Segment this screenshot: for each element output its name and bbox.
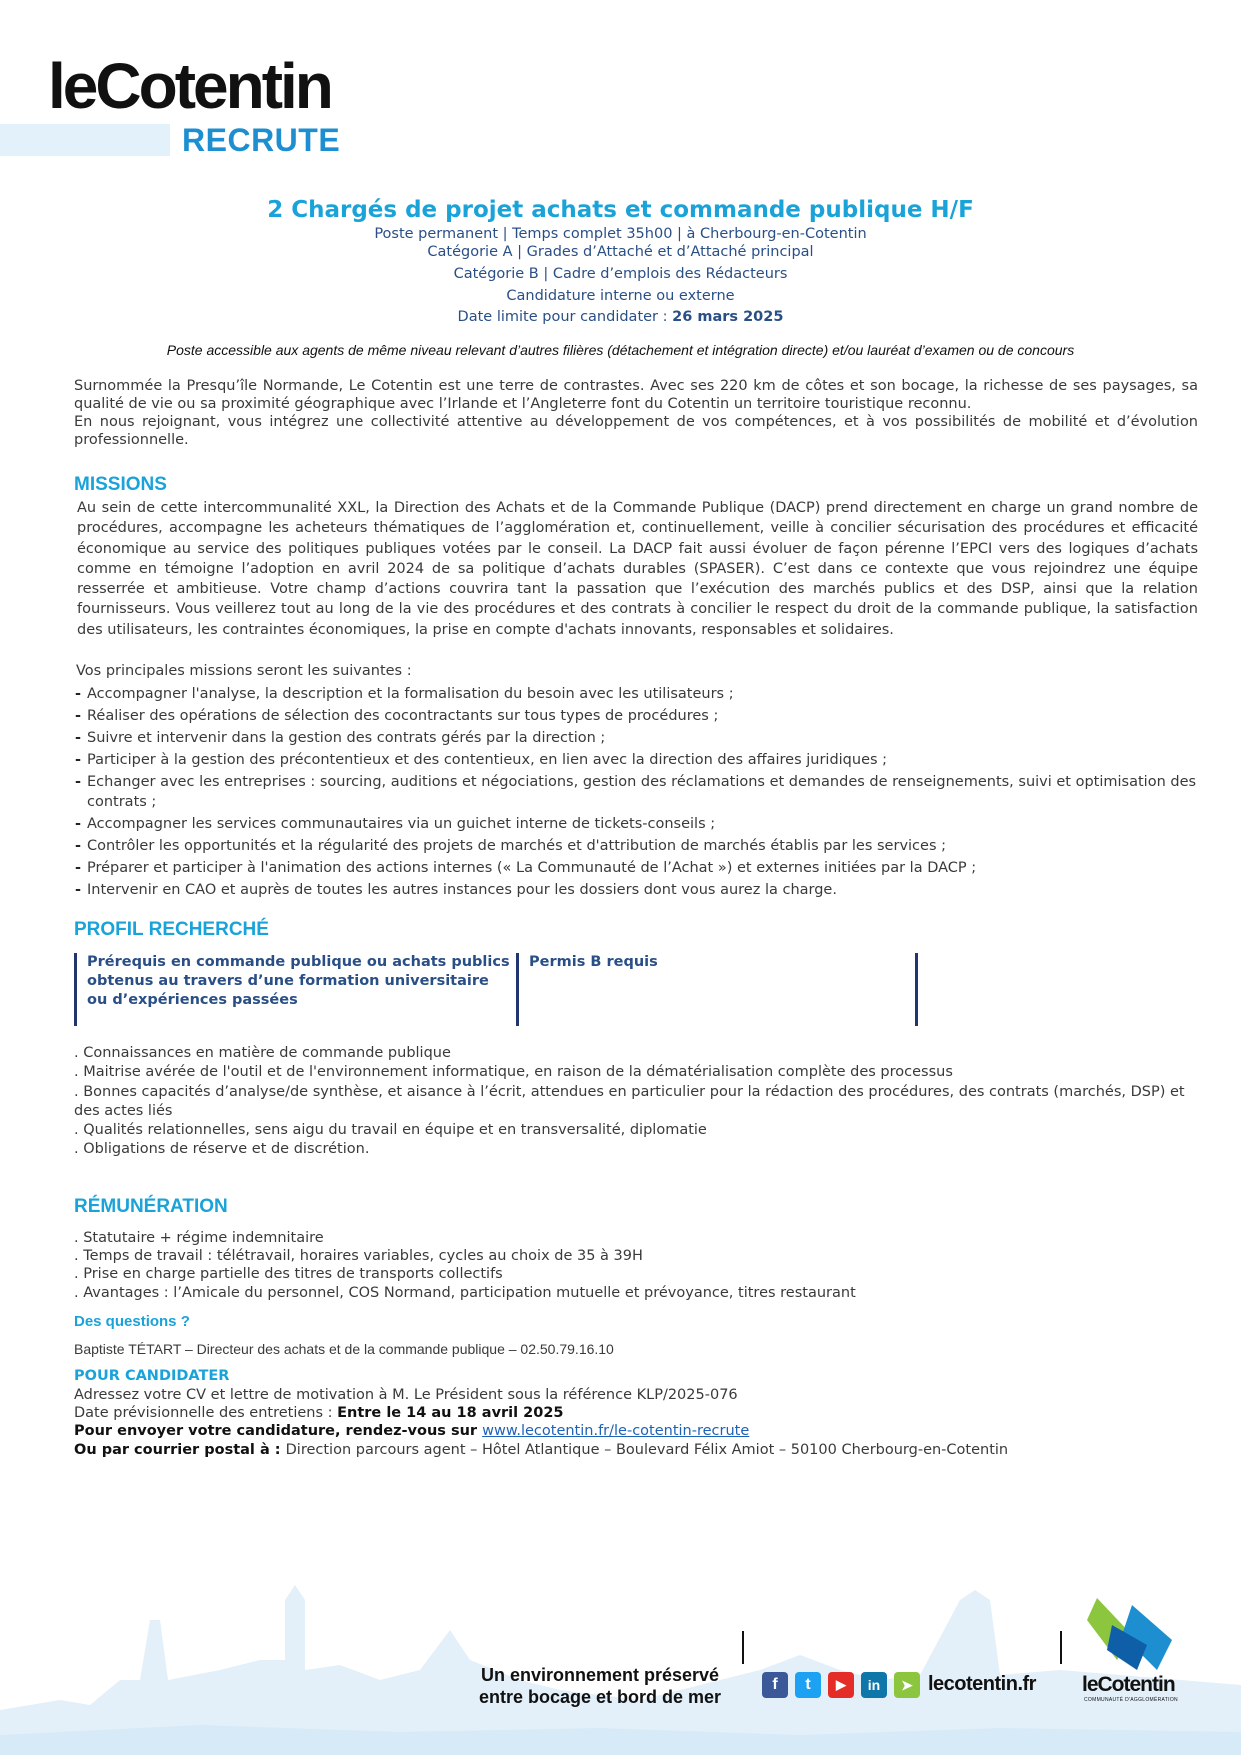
mission-item: - Accompagner les services communautaires via un guichet interne de tickets-conseils ; (74, 814, 1198, 834)
footer-separator (1060, 1631, 1062, 1664)
footer-tagline-2: entre bocage et bord de mer (478, 1687, 722, 1707)
contact-line: Baptiste TÉTART – Directeur des achats et de la commande publique – 02.50.79.16.10 (74, 1341, 614, 1357)
mission-item: - Intervenir en CAO et auprès de toutes les autres instances pour les dossiers dont vous aurez la charge. (74, 880, 1198, 900)
remuneration-item: . Temps de travail : télétravail, horaires variables, cycles au choix de 35 à 39H (74, 1248, 643, 1265)
missions-list (74, 684, 1198, 902)
remuneration-item: . Avantages : l’Amicale du personnel, COS Normand, participation mutuelle et prévoyance, titres restaurant (74, 1284, 856, 1301)
profil-list (74, 1044, 1198, 1160)
profil-item: . Connaissances en matière de commande publique (74, 1045, 451, 1061)
footer-skyline-illustration (0, 1560, 1241, 1755)
mission-item: - Réaliser des opérations de sélection des cocontractants sur tous types de procédures ; (74, 706, 1198, 726)
postal-label: Ou par courrier postal à : (74, 1441, 286, 1458)
deadline-label: Date limite pour candidater : (457, 309, 673, 325)
interview-label: Date prévisionnelle des entretiens : (74, 1405, 338, 1422)
apply-line-4 (74, 1441, 1198, 1459)
profil-item: . Qualités relationnelles, sens aigu du travail en équipe et en transversalité, diplomatie (74, 1122, 707, 1139)
youtube-icon[interactable]: ▶ (828, 1672, 854, 1698)
app-icon[interactable]: ➤ (894, 1672, 920, 1698)
profil-box-border (915, 953, 918, 1026)
deadline (0, 309, 1241, 325)
profil-item: . Bonnes capacités d’analyse/de synthèse, et aisance à l’écrit, attendues en particulier pour la rédaction des procédures, des contrats (marchés, DSP) et des actes liés (74, 1083, 1185, 1119)
profil-box-permis: Permis B requis (516, 953, 916, 1026)
missions-heading: MISSIONS (74, 474, 167, 495)
apply-link-label: Pour envoyer votre candidature, rendez-vous sur (74, 1423, 483, 1440)
apply-line-2 (74, 1404, 1198, 1422)
intro-paragraph-2: En nous rejoignant, vous intégrez une collectivité attentive au développement de vos compétences, et à vos possibilités de mobilité et d’évolution professionnelle. (74, 414, 1198, 448)
job-line-3: Catégorie B | Cadre d’emplois des Rédacteurs (453, 266, 788, 282)
mission-item: - Participer à la gestion des précontentieux et des contentieux, en lien avec la direction des affaires juridiques ; (74, 750, 1198, 770)
postal-address: Direction parcours agent – Hôtel Atlantique – Boulevard Félix Amiot – 50100 Cherbourg-en-Cotentin (285, 1441, 1009, 1458)
questions-heading: Des questions ? (74, 1313, 190, 1330)
deadline-date: 26 mars 2025 (672, 309, 784, 325)
profil-item: . Maitrise avérée de l'outil et de l'environnement informatique, en raison de la dématérialisation complète des processus (74, 1064, 953, 1081)
job-line-1: Poste permanent | Temps complet 35h00 | à Cherbourg-en-Cotentin (374, 226, 867, 242)
job-line-2: Catégorie A | Grades d’Attaché et d’Attaché principal (427, 244, 814, 260)
facebook-icon[interactable]: f (762, 1672, 788, 1698)
apply-link[interactable]: www.lecotentin.fr/le-cotentin-recrute (482, 1423, 750, 1440)
remuneration-list (74, 1229, 1198, 1302)
missions-lead: Vos principales missions seront les suivantes : (76, 663, 412, 679)
intro-paragraph: Surnommée la Presqu’île Normande, Le Cotentin est une terre de contrastes. Avec ses 220 km de côtes et son bocage, la richesse de ses paysages, sa qualité de vie ou sa proximité géographique avec l’Irlande et l’Angleterre font du Cotentin un territoire touristique reconnu. (74, 378, 1198, 412)
remuneration-item: . Statutaire + régime indemnitaire (74, 1230, 324, 1246)
remuneration-item: . Prise en charge partielle des titres de transports collectifs (74, 1266, 503, 1283)
profil-heading: PROFIL RECHERCHÉ (74, 919, 269, 940)
accessible-note: Poste accessible aux agents de même niveau relevant d’autres filières (détachement et intégration directe) et/ou lauréat d’examen ou de concours (166, 342, 1075, 358)
profil-item: . Obligations de réserve et de discrétion. (74, 1141, 370, 1158)
logo-recrute: RECRUTE (170, 124, 350, 156)
footer-site[interactable]: lecotentin.fr (928, 1673, 1036, 1695)
footer-logo-subtext: COMMUNAUTÉ D'AGGLOMÉRATION (1084, 1697, 1178, 1703)
profil-box-prerequis: Prérequis en commande publique ou achats publics obtenus au travers d’une formation universitaire ou d’expériences passées (74, 953, 514, 1026)
apply-heading: POUR CANDIDATER (74, 1368, 230, 1384)
linkedin-icon[interactable]: in (861, 1672, 887, 1698)
logo-lecotentin: leCotentin (48, 50, 331, 122)
twitter-icon[interactable]: t (795, 1672, 821, 1698)
apply-block (74, 1386, 1198, 1459)
mission-item: - Suivre et intervenir dans la gestion des contrats gérés par la direction ; (74, 728, 1198, 748)
apply-line-3 (74, 1422, 1198, 1440)
mission-item: - Echanger avec les entreprises : sourcing, auditions et négociations, gestion des réclamations et demandes de renseignements, suivi et optimisation des contrats ; (74, 772, 1198, 812)
interview-dates: Entre le 14 au 18 avril 2025 (337, 1405, 564, 1422)
logo-band (0, 124, 170, 156)
footer-tagline (455, 1664, 745, 1708)
apply-line-1: Adressez votre CV et lettre de motivation à M. Le Président sous la référence KLP/2025-076 (74, 1387, 738, 1403)
footer-separator (742, 1631, 744, 1664)
job-line-4: Candidature interne ou externe (506, 288, 735, 304)
job-title: 2 Chargés de projet achats et commande publique H/F (267, 197, 974, 223)
footer-tagline-1: Un environnement préservé (480, 1665, 720, 1685)
mission-item: - Accompagner l'analyse, la description et la formalisation du besoin avec les utilisateurs ; (74, 684, 1198, 704)
mission-item: - Contrôler les opportunités et la régularité des projets de marchés et d'attribution de marchés établis par les services ; (74, 836, 1198, 856)
mission-item: - Préparer et participer à l'animation des actions internes (« La Communauté de l’Achat ») et externes initiées par la DACP ; (74, 858, 1198, 878)
remuneration-heading: RÉMUNÉRATION (74, 1196, 228, 1217)
footer-logo-text: leCotentin (1082, 1673, 1175, 1696)
missions-text: Au sein de cette intercommunalité XXL, la Direction des Achats et de la Commande Publique (DACP) prend directement en charge un grand nombre de procédures, accompagne les acheteurs thématiques de l’agglomération et, continuellement, veille à concilier sécurisation des procédures et efficacité économique au service des politiques publiques votées par le conseil. La DACP fait aussi évoluer de façon pérenne l’EPCI vers des logiques d’achats comme en témoigne l’adoption en avril 2024 de sa politique d’achats durables (SPASER). C’est dans ce contexte que vous rejoindrez une équipe resserrée et ambitieuse. Votre champ d’actions couvrira tant la passation que l’exécution des marchés publics et des DSP, ainsi que la relation fournisseurs. Vous veillerez tout au long de la vie des procédures et des contrats à concilier le respect du droit de la commande publique, la satisfaction des utilisateurs, les contraintes économiques, la prise en compte d'achats innovants, responsables et solidaires. (77, 500, 1198, 638)
